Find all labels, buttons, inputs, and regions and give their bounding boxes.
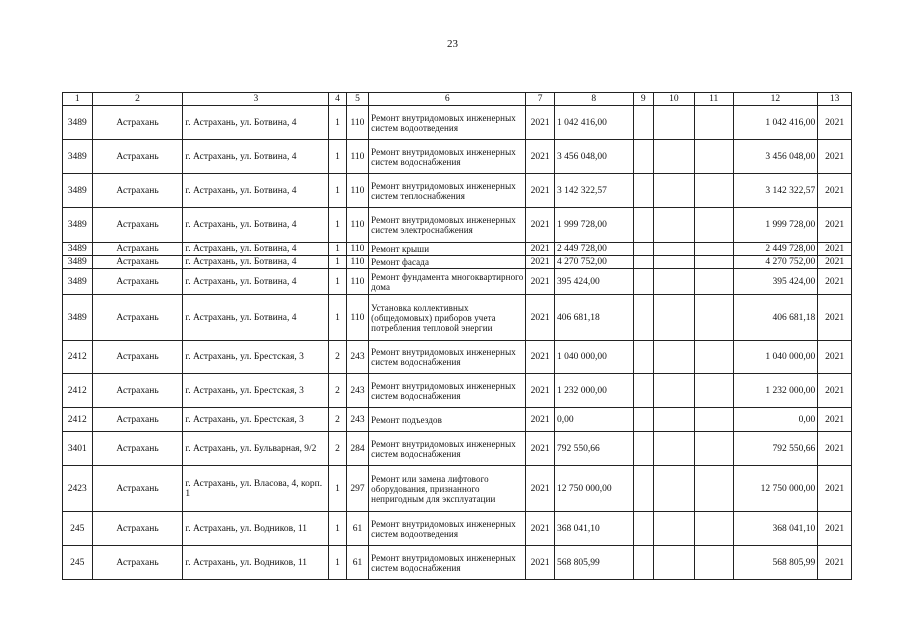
cell-col12-amount: 1 042 416,00 [733, 106, 818, 140]
column-header: 12 [733, 93, 818, 106]
table-row [63, 243, 852, 256]
cell-work-type: Ремонт крыши [369, 243, 526, 256]
cell-col10 [653, 341, 694, 374]
cell-year: 2021 [526, 432, 555, 466]
cell-address: г. Астрахань, ул. Ботвина, 4 [183, 106, 329, 140]
cell-col5: 110 [346, 208, 368, 243]
cell-col5: 61 [346, 512, 368, 546]
cell-work-type: Установка коллективных (общедомовых) приборов учета потребления тепловой энергии [369, 295, 526, 341]
cell-work-type: Ремонт внутридомовых инженерных систем водоснабжения [369, 140, 526, 174]
column-header: 3 [183, 93, 329, 106]
cell-col13-year: 2021 [818, 432, 852, 466]
cell-col4: 1 [329, 208, 346, 243]
cell-address: г. Астрахань, ул. Ботвина, 4 [183, 269, 329, 295]
cell-cost: 3 456 048,00 [554, 140, 633, 174]
cell-col13-year: 2021 [818, 174, 852, 208]
cell-municipality: Астрахань [92, 374, 183, 408]
cell-col11 [694, 140, 733, 174]
cell-col9 [633, 374, 653, 408]
cell-object-id: 3489 [63, 106, 93, 140]
table-row [63, 174, 852, 208]
cell-cost: 12 750 000,00 [554, 466, 633, 512]
cell-col5: 243 [346, 341, 368, 374]
table-row [63, 269, 852, 295]
cell-work-type: Ремонт фасада [369, 256, 526, 269]
cell-col12-amount: 568 805,99 [733, 546, 818, 580]
cell-address: г. Астрахань, ул. Брестская, 3 [183, 408, 329, 432]
cell-col11 [694, 341, 733, 374]
cell-col5: 110 [346, 256, 368, 269]
table-row [63, 512, 852, 546]
cell-col9 [633, 512, 653, 546]
cell-year: 2021 [526, 295, 555, 341]
cell-municipality: Астрахань [92, 466, 183, 512]
cell-object-id: 3489 [63, 174, 93, 208]
cell-col4: 2 [329, 374, 346, 408]
cell-cost: 368 041,10 [554, 512, 633, 546]
cell-year: 2021 [526, 140, 555, 174]
cell-municipality: Астрахань [92, 295, 183, 341]
cell-col11 [694, 208, 733, 243]
cell-address: г. Астрахань, ул. Ботвина, 4 [183, 208, 329, 243]
cell-col11 [694, 546, 733, 580]
repair-program-table [62, 92, 852, 580]
cell-col9 [633, 466, 653, 512]
table-row [63, 466, 852, 512]
cell-col10 [653, 408, 694, 432]
cell-object-id: 3489 [63, 140, 93, 174]
cell-municipality: Астрахань [92, 243, 183, 256]
cell-col9 [633, 174, 653, 208]
cell-object-id: 2412 [63, 374, 93, 408]
cell-col9 [633, 106, 653, 140]
cell-col9 [633, 243, 653, 256]
cell-col5: 110 [346, 243, 368, 256]
cell-col12-amount: 12 750 000,00 [733, 466, 818, 512]
cell-col9 [633, 208, 653, 243]
cell-cost: 568 805,99 [554, 546, 633, 580]
cell-col13-year: 2021 [818, 106, 852, 140]
cell-municipality: Астрахань [92, 256, 183, 269]
cell-col13-year: 2021 [818, 374, 852, 408]
cell-work-type: Ремонт внутридомовых инженерных систем водоснабжения [369, 432, 526, 466]
column-number-row [63, 93, 852, 106]
cell-col4: 1 [329, 256, 346, 269]
cell-col4: 1 [329, 243, 346, 256]
cell-col10 [653, 140, 694, 174]
cell-col9 [633, 341, 653, 374]
cell-work-type: Ремонт внутридомовых инженерных систем теплоснабжения [369, 174, 526, 208]
table-row [63, 208, 852, 243]
cell-col10 [653, 208, 694, 243]
column-header: 8 [554, 93, 633, 106]
cell-address: г. Астрахань, ул. Бульварная, 9/2 [183, 432, 329, 466]
cell-municipality: Астрахань [92, 269, 183, 295]
cell-col11 [694, 466, 733, 512]
cell-col4: 1 [329, 295, 346, 341]
cell-col4: 1 [329, 140, 346, 174]
cell-municipality: Астрахань [92, 432, 183, 466]
cell-col12-amount: 1 040 000,00 [733, 341, 818, 374]
cell-col11 [694, 174, 733, 208]
cell-address: г. Астрахань, ул. Водников, 11 [183, 512, 329, 546]
cell-work-type: Ремонт внутридомовых инженерных систем водоотведения [369, 512, 526, 546]
column-header: 11 [694, 93, 733, 106]
table-row [63, 374, 852, 408]
cell-col9 [633, 546, 653, 580]
column-header: 1 [63, 93, 93, 106]
cell-cost: 1 232 000,00 [554, 374, 633, 408]
column-header: 6 [369, 93, 526, 106]
page-number: 23 [447, 38, 458, 50]
cell-col10 [653, 106, 694, 140]
cell-col9 [633, 432, 653, 466]
cell-col5: 284 [346, 432, 368, 466]
cell-work-type: Ремонт внутридомовых инженерных систем водоснабжения [369, 374, 526, 408]
cell-col13-year: 2021 [818, 243, 852, 256]
cell-object-id: 2412 [63, 341, 93, 374]
cell-object-id: 3489 [63, 243, 93, 256]
cell-year: 2021 [526, 256, 555, 269]
cell-col13-year: 2021 [818, 466, 852, 512]
table-row [63, 546, 852, 580]
cell-work-type: Ремонт внутридомовых инженерных систем водоснабжения [369, 546, 526, 580]
cell-year: 2021 [526, 512, 555, 546]
cell-object-id: 3489 [63, 208, 93, 243]
cell-municipality: Астрахань [92, 106, 183, 140]
cell-col4: 1 [329, 512, 346, 546]
cell-address: г. Астрахань, ул. Брестская, 3 [183, 341, 329, 374]
cell-address: г. Астрахань, ул. Ботвина, 4 [183, 295, 329, 341]
cell-col11 [694, 256, 733, 269]
cell-cost: 792 550,66 [554, 432, 633, 466]
cell-year: 2021 [526, 341, 555, 374]
cell-col12-amount: 406 681,18 [733, 295, 818, 341]
cell-col4: 1 [329, 174, 346, 208]
cell-col13-year: 2021 [818, 140, 852, 174]
cell-col5: 110 [346, 269, 368, 295]
cell-address: г. Астрахань, ул. Власова, 4, корп. 1 [183, 466, 329, 512]
cell-col4: 1 [329, 269, 346, 295]
cell-col11 [694, 432, 733, 466]
cell-municipality: Астрахань [92, 140, 183, 174]
cell-year: 2021 [526, 106, 555, 140]
cell-col10 [653, 546, 694, 580]
cell-col12-amount: 1 999 728,00 [733, 208, 818, 243]
cell-col11 [694, 269, 733, 295]
cell-col13-year: 2021 [818, 341, 852, 374]
cell-municipality: Астрахань [92, 341, 183, 374]
cell-col13-year: 2021 [818, 208, 852, 243]
cell-col9 [633, 256, 653, 269]
cell-address: г. Астрахань, ул. Ботвина, 4 [183, 256, 329, 269]
cell-col12-amount: 1 232 000,00 [733, 374, 818, 408]
cell-col10 [653, 256, 694, 269]
cell-year: 2021 [526, 374, 555, 408]
cell-col10 [653, 295, 694, 341]
cell-municipality: Астрахань [92, 512, 183, 546]
cell-col4: 1 [329, 466, 346, 512]
cell-col10 [653, 432, 694, 466]
cell-col13-year: 2021 [818, 512, 852, 546]
cell-year: 2021 [526, 243, 555, 256]
cell-col13-year: 2021 [818, 256, 852, 269]
table-row [63, 140, 852, 174]
cell-cost: 395 424,00 [554, 269, 633, 295]
cell-col12-amount: 4 270 752,00 [733, 256, 818, 269]
cell-year: 2021 [526, 269, 555, 295]
cell-work-type: Ремонт или замена лифтового оборудования, признанного непригодным для эксплуатации [369, 466, 526, 512]
cell-col9 [633, 295, 653, 341]
table-row [63, 432, 852, 466]
cell-year: 2021 [526, 174, 555, 208]
column-header: 10 [653, 93, 694, 106]
cell-col5: 110 [346, 140, 368, 174]
cell-work-type: Ремонт внутридомовых инженерных систем водоотведения [369, 106, 526, 140]
cell-col9 [633, 408, 653, 432]
cell-col11 [694, 408, 733, 432]
cell-col12-amount: 368 041,10 [733, 512, 818, 546]
cell-year: 2021 [526, 546, 555, 580]
cell-col9 [633, 269, 653, 295]
cell-cost: 0,00 [554, 408, 633, 432]
cell-col5: 110 [346, 174, 368, 208]
cell-object-id: 245 [63, 512, 93, 546]
cell-col11 [694, 106, 733, 140]
cell-cost: 2 449 728,00 [554, 243, 633, 256]
cell-col5: 297 [346, 466, 368, 512]
column-header: 13 [818, 93, 852, 106]
cell-col4: 1 [329, 106, 346, 140]
cell-object-id: 245 [63, 546, 93, 580]
cell-object-id: 3489 [63, 295, 93, 341]
cell-cost: 3 142 322,57 [554, 174, 633, 208]
table-row [63, 295, 852, 341]
cell-object-id: 3489 [63, 269, 93, 295]
cell-col11 [694, 243, 733, 256]
cell-col13-year: 2021 [818, 408, 852, 432]
table-row [63, 341, 852, 374]
cell-cost: 4 270 752,00 [554, 256, 633, 269]
cell-address: г. Астрахань, ул. Ботвина, 4 [183, 243, 329, 256]
cell-work-type: Ремонт внутридомовых инженерных систем водоснабжения [369, 341, 526, 374]
table-body [63, 106, 852, 580]
table-row [63, 106, 852, 140]
column-header: 4 [329, 93, 346, 106]
cell-col5: 243 [346, 374, 368, 408]
cell-col12-amount: 395 424,00 [733, 269, 818, 295]
cell-col5: 243 [346, 408, 368, 432]
cell-col5: 110 [346, 106, 368, 140]
cell-col5: 110 [346, 295, 368, 341]
cell-object-id: 3489 [63, 256, 93, 269]
column-header: 9 [633, 93, 653, 106]
cell-address: г. Астрахань, ул. Ботвина, 4 [183, 174, 329, 208]
cell-col10 [653, 466, 694, 512]
cell-cost: 1 999 728,00 [554, 208, 633, 243]
cell-address: г. Астрахань, ул. Ботвина, 4 [183, 140, 329, 174]
table-row [63, 256, 852, 269]
cell-col10 [653, 512, 694, 546]
cell-col13-year: 2021 [818, 546, 852, 580]
cell-municipality: Астрахань [92, 546, 183, 580]
cell-address: г. Астрахань, ул. Брестская, 3 [183, 374, 329, 408]
cell-municipality: Астрахань [92, 408, 183, 432]
cell-object-id: 3401 [63, 432, 93, 466]
cell-col10 [653, 374, 694, 408]
cell-col4: 2 [329, 341, 346, 374]
cell-col11 [694, 295, 733, 341]
cell-col5: 61 [346, 546, 368, 580]
cell-work-type: Ремонт подъездов [369, 408, 526, 432]
column-header: 7 [526, 93, 555, 106]
cell-col11 [694, 512, 733, 546]
cell-work-type: Ремонт внутридомовых инженерных систем электроснабжения [369, 208, 526, 243]
table-row [63, 408, 852, 432]
cell-year: 2021 [526, 408, 555, 432]
cell-cost: 406 681,18 [554, 295, 633, 341]
cell-object-id: 2423 [63, 466, 93, 512]
cell-col4: 2 [329, 432, 346, 466]
cell-col12-amount: 3 142 322,57 [733, 174, 818, 208]
cell-col4: 1 [329, 546, 346, 580]
cell-col9 [633, 140, 653, 174]
cell-cost: 1 040 000,00 [554, 341, 633, 374]
cell-col4: 2 [329, 408, 346, 432]
cell-col10 [653, 269, 694, 295]
cell-work-type: Ремонт фундамента многоквартирного дома [369, 269, 526, 295]
column-header: 2 [92, 93, 183, 106]
cell-col11 [694, 374, 733, 408]
cell-cost: 1 042 416,00 [554, 106, 633, 140]
cell-col12-amount: 792 550,66 [733, 432, 818, 466]
cell-col13-year: 2021 [818, 269, 852, 295]
cell-year: 2021 [526, 466, 555, 512]
cell-col10 [653, 174, 694, 208]
cell-municipality: Астрахань [92, 208, 183, 243]
cell-municipality: Астрахань [92, 174, 183, 208]
cell-col12-amount: 3 456 048,00 [733, 140, 818, 174]
cell-col12-amount: 2 449 728,00 [733, 243, 818, 256]
cell-col10 [653, 243, 694, 256]
cell-col12-amount: 0,00 [733, 408, 818, 432]
column-header: 5 [346, 93, 368, 106]
cell-year: 2021 [526, 208, 555, 243]
cell-col13-year: 2021 [818, 295, 852, 341]
cell-address: г. Астрахань, ул. Водников, 11 [183, 546, 329, 580]
cell-object-id: 2412 [63, 408, 93, 432]
